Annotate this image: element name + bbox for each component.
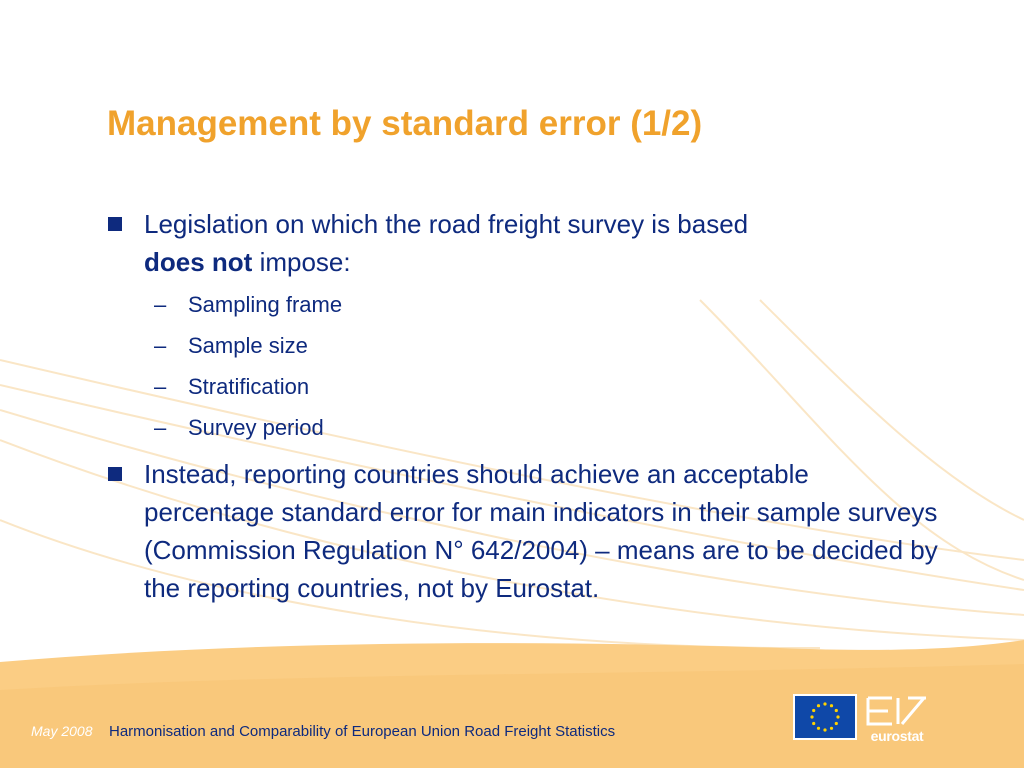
slide-title: Management by standard error (1/2) bbox=[107, 104, 703, 143]
bullet-legislation bbox=[106, 205, 946, 281]
square-bullet-icon bbox=[108, 467, 122, 481]
list-item bbox=[106, 366, 946, 407]
square-bullet-icon bbox=[108, 217, 122, 231]
dash-bullet-icon: – bbox=[154, 374, 167, 399]
bullet-bold-text: does not bbox=[144, 247, 253, 277]
footer-date: May 2008 bbox=[31, 723, 93, 739]
footer-title: Harmonisation and Comparability of European Union Road Freight Statistics bbox=[109, 723, 616, 740]
bullet-text: Instead, reporting countries should achieve an acceptable percentage standard error for main indicators in their sample surveys (Commission Regulation N° 642/2004) – means are to be decided by the reporting countries, not by Eurostat. bbox=[144, 459, 938, 603]
sub-bullet-list bbox=[106, 284, 946, 448]
list-item bbox=[106, 407, 946, 448]
sub-item-label: Sample size bbox=[188, 333, 308, 358]
sub-item-label: Stratification bbox=[188, 374, 310, 399]
list-item bbox=[106, 325, 946, 366]
slide-body bbox=[106, 205, 946, 607]
bullet-text-end: impose: bbox=[252, 247, 351, 277]
sub-item-label: Sampling frame bbox=[188, 292, 343, 317]
dash-bullet-icon: – bbox=[154, 292, 167, 317]
bullet-text: Legislation on which the road freight survey is based bbox=[144, 209, 749, 239]
eu-flag-icon bbox=[793, 694, 857, 740]
bullet-instead bbox=[106, 455, 944, 607]
list-item bbox=[106, 284, 946, 325]
eurostat-logo-text: eurostat bbox=[870, 728, 924, 744]
sub-item-label: Survey period bbox=[188, 415, 324, 440]
dash-bullet-icon: – bbox=[154, 415, 167, 440]
dash-bullet-icon: – bbox=[154, 333, 167, 358]
